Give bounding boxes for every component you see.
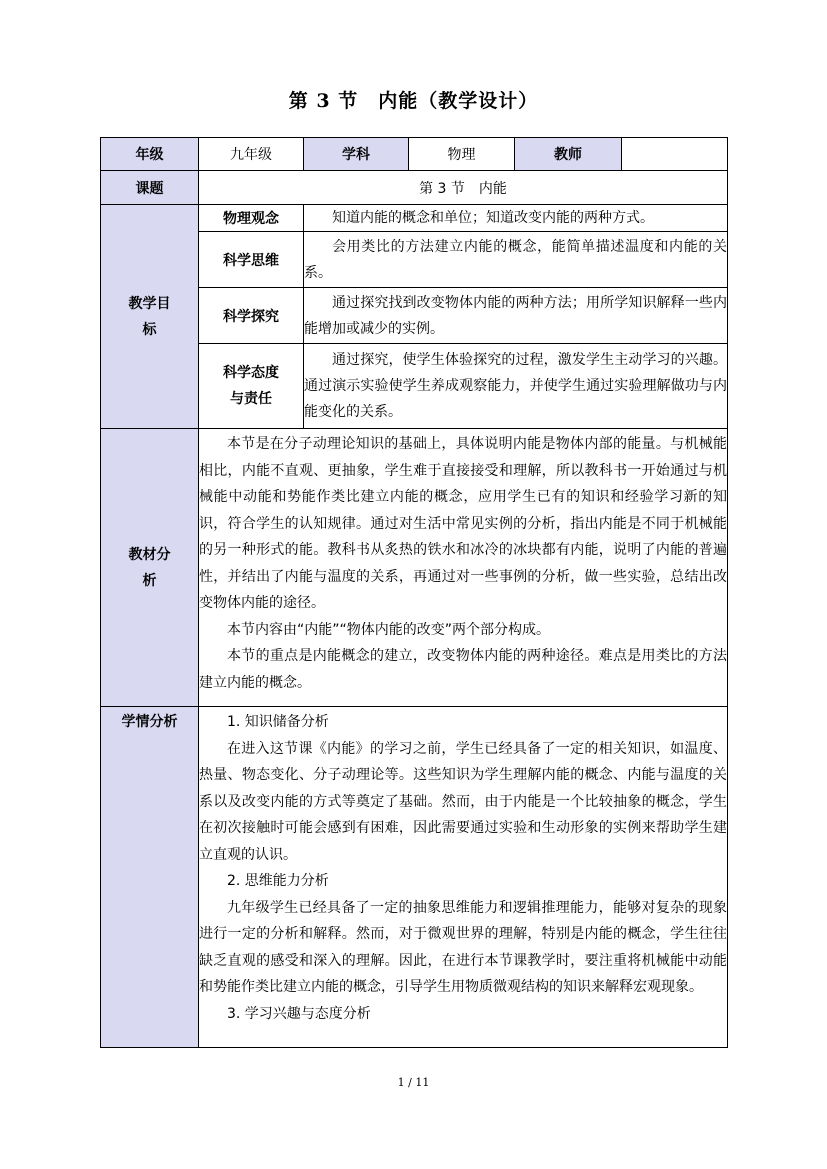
student-content	[199, 707, 728, 1048]
student-label: 学情分析	[101, 707, 199, 1048]
document-title: 第 3 节 内能（教学设计）	[288, 90, 539, 112]
objective-name: 物理观念	[199, 205, 304, 232]
teacher-label: 教师	[515, 138, 622, 171]
section-heading: 1. 知识储备分析	[227, 714, 329, 730]
objective-row	[101, 205, 728, 232]
objective-text: 通过探究找到改变物体内能的两种方法；用所学知识解释一些内能增加或减少的实例。	[304, 288, 728, 344]
objective-name: 科学探究	[199, 288, 304, 344]
section-heading: 2. 思维能力分析	[227, 873, 329, 889]
textbook-label: 教材分析	[101, 429, 199, 707]
topic-value: 第 3 节 内能	[199, 171, 728, 205]
grade-value: 九年级	[199, 138, 304, 171]
textbook-paragraph: 本节的重点是内能概念的建立，改变物体内能的两种途径。难点是用类比的方法建立内能的概念。	[199, 648, 727, 691]
textbook-row	[101, 429, 728, 707]
objectives-label: 教学目标	[101, 205, 199, 429]
header-row	[101, 138, 728, 171]
subject-value: 物理	[409, 138, 515, 171]
textbook-paragraph: 本节内容由“内能”“物体内能的改变”两个部分构成。	[227, 621, 551, 638]
grade-label: 年级	[101, 138, 199, 171]
page-number: 1 / 11	[397, 1076, 430, 1089]
objective-name: 科学思维	[199, 232, 304, 288]
subject-label: 学科	[304, 138, 409, 171]
textbook-content	[199, 429, 728, 707]
lesson-plan-table	[100, 137, 728, 1048]
objective-text: 会用类比的方法建立内能的概念，能简单描述温度和内能的关系。	[304, 232, 728, 288]
teacher-value	[622, 138, 728, 171]
objective-text: 通过探究，使学生体验探究的过程，激发学生主动学习的兴趣。通过演示实验使学生养成观察能力，并使学生通过实验理解做功与内能变化的关系。	[304, 344, 728, 429]
objective-name: 科学态度与责任	[199, 344, 304, 429]
section-text: 在进入这节课《内能》的学习之前，学生已经具备了一定的相关知识，如温度、热量、物态变化、分子动理论等。这些知识为学生理解内能的概念、内能与温度的关系以及改变内能的方式等奠定了基础。然而，由于内能是一个比较抽象的概念，学生在初次接触时可能会感到有困难，因此需要通过实验和生动形象的实例来帮助学生建立直观的认识。	[199, 740, 727, 863]
student-row	[101, 707, 728, 1048]
section-text: 九年级学生已经具备了一定的抽象思维能力和逻辑推理能力，能够对复杂的现象进行一定的分析和解释。然而，对于微观世界的理解，特别是内能的概念，学生往往缺乏直观的感受和深入的理解。因此，在进行本节课教学时，要注重将机械能中动能和势能作类比建立内能的概念，引导学生用物质微观结构的知识来解释宏观现象。	[199, 899, 727, 995]
section-heading: 3. 学习兴趣与态度分析	[227, 1005, 371, 1022]
topic-row	[101, 171, 728, 205]
textbook-paragraph: 本节是在分子动理论知识的基础上，具体说明内能是物体内部的能量。与机械能相比，内能不直观、更抽象，学生难于直接接受和理解，所以教科书一开始通过与机械能中动能和势能作类比建立内能的概念，应用学生已有的知识和经验学习新的知识，符合学生的认知规律。通过对生活中常见实例的分析，指出内能是不同于机械能的另一种形式的能。教科书从炙热的铁水和冰冷的冰块都有内能，说明了内能的普遍性，并结出了内能与温度的关系，再通过对一些事例的分析，做一些实验，总结出改变物体内能的途径。	[199, 436, 727, 611]
objective-text: 知道内能的概念和单位；知道改变内能的两种方式。	[304, 205, 728, 232]
topic-label: 课题	[101, 171, 199, 205]
